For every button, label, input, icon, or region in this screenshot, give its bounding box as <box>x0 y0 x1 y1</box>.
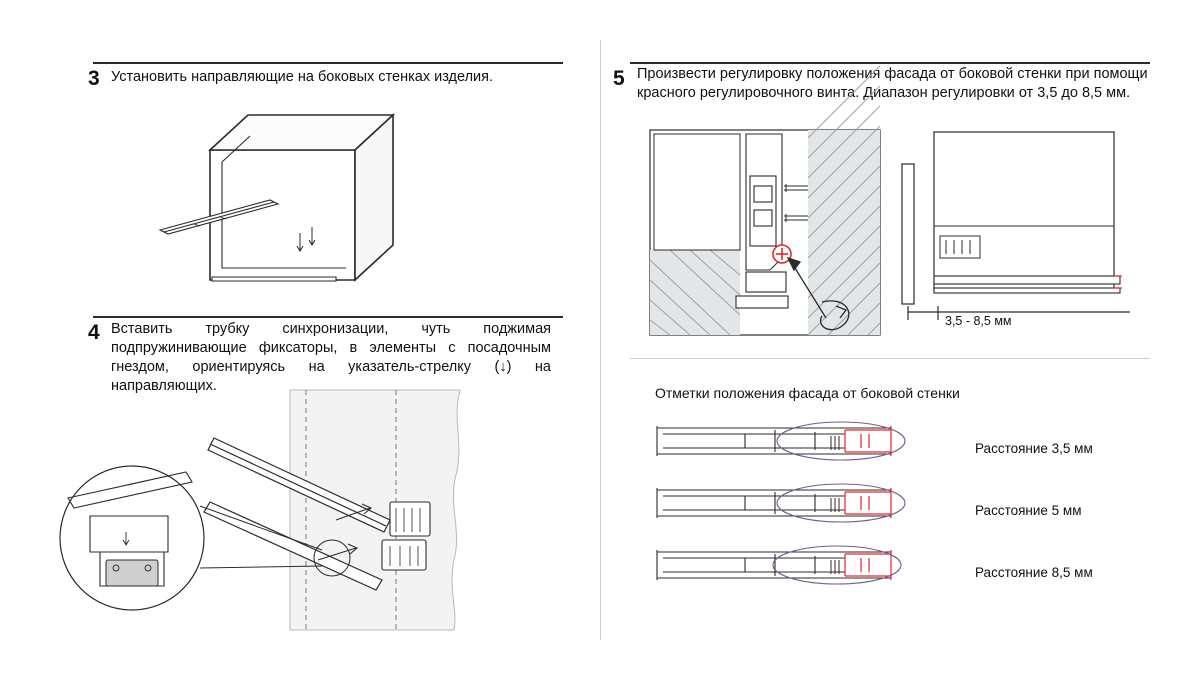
step-4-number: 4 <box>88 321 100 344</box>
step-3-illustration <box>150 105 440 305</box>
step5-divider <box>630 62 1150 64</box>
step4-divider <box>93 316 563 318</box>
marks-title: Отметки положения фасада от боковой стенки <box>655 385 960 401</box>
mark-row-1-illustration <box>655 418 955 464</box>
mark-row-2-illustration <box>655 480 955 526</box>
marks-divider <box>630 358 1150 359</box>
mark-row-3-illustration <box>655 542 955 588</box>
step-4-text: Вставить трубку синхронизации, чуть поджимая подпружинивающие фиксаторы, в элементы с посадочным гнездом, ориентируясь на указатель-стрелку (↓) на направляющих. <box>111 321 551 394</box>
step-5-text: Произвести регулировку положения фасада от боковой стенки при помощи красного регулировочного винта. Диапазон регулировки от 3,5 до 8,5 мм. <box>637 66 1148 101</box>
step-3-number: 3 <box>88 67 100 90</box>
mark-label-2: Расстояние 5 мм <box>975 503 1082 518</box>
column-separator <box>600 40 601 640</box>
mark-label-1: Расстояние 3,5 мм <box>975 441 1093 456</box>
step-5-front-illustration <box>900 130 1150 345</box>
step-4-illustration <box>60 390 480 630</box>
adjustment-range-label: 3,5 - 8,5 мм <box>945 314 1012 328</box>
mark-label-3: Расстояние 8,5 мм <box>975 565 1093 580</box>
step-5-number: 5 <box>613 67 625 90</box>
step-3-text: Установить направляющие на боковых стенках изделия. <box>111 69 494 85</box>
step3-divider <box>93 62 563 64</box>
step-5-section-illustration <box>650 130 880 345</box>
